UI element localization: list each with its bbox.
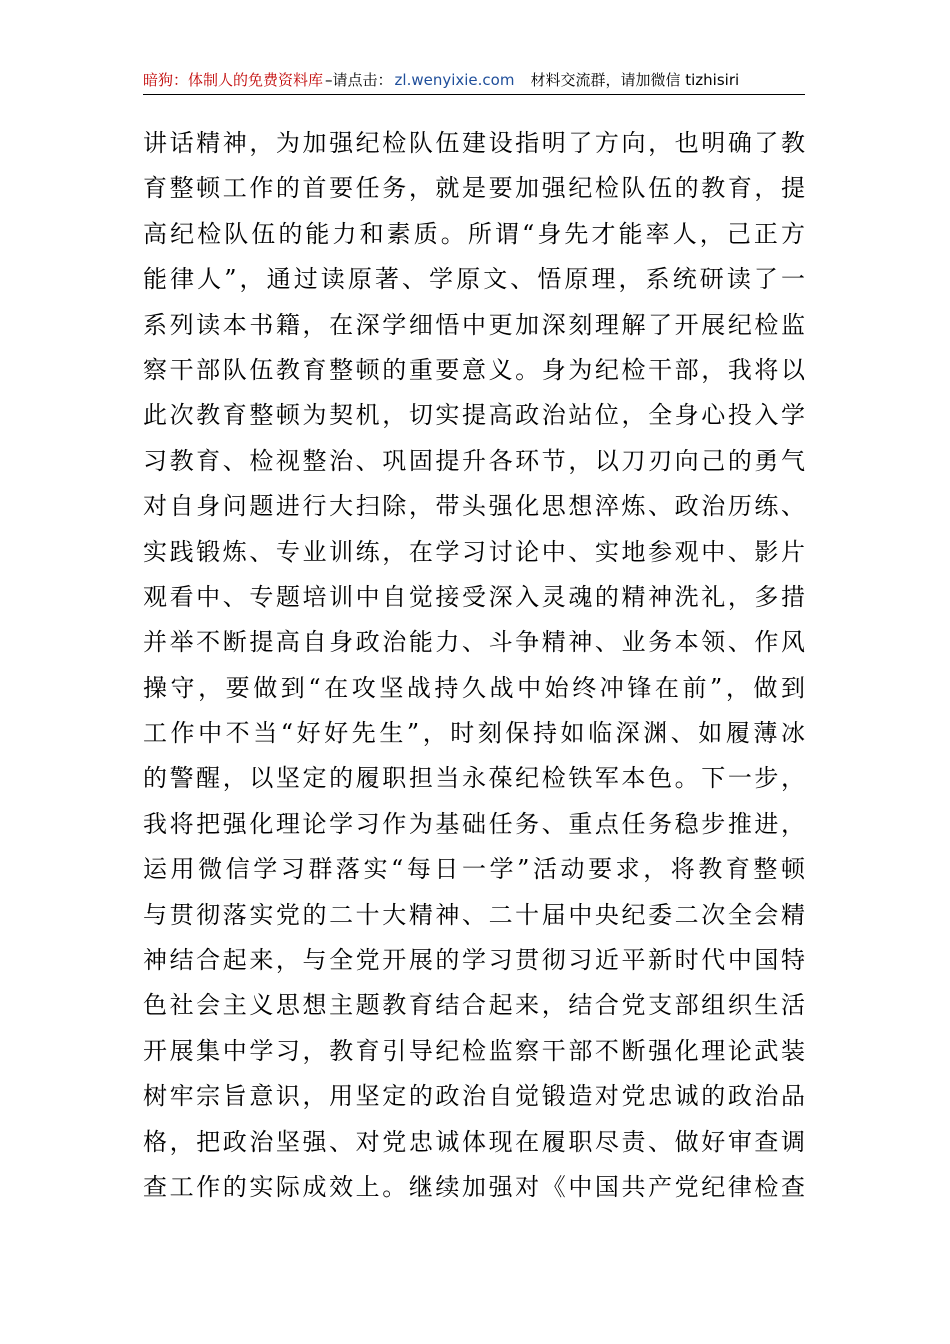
text-line: 对自身问题进行大扫除，带头强化思想淬炼、政治历练、 [143, 492, 805, 521]
text-line: 习教育、检视整治、巩固提升各环节，以刀刃向己的勇气 [143, 446, 805, 475]
text-line: 育整顿工作的首要任务，就是要加强纪检队伍的教育，提 [143, 174, 805, 203]
header-wechat-note: 材料交流群，请加微信 tizhisiri [530, 71, 740, 89]
text-line: 察干部队伍教育整顿的重要意义。身为纪检干部，我将以 [143, 355, 805, 384]
page-header [143, 66, 805, 95]
text-line: 格，把政治坚强、对党忠诚体现在履职尽责、做好审查调 [143, 1127, 805, 1156]
text-line: 运用微信学习群落实“每日一学”活动要求，将教育整顿 [143, 855, 805, 884]
text-line: 神结合起来，与全党开展的学习贯彻习近平新时代中国特 [143, 946, 805, 975]
header-link[interactable]: zl.wenyixie.com [394, 71, 515, 89]
header-brand: 暗狗：体制人的免费资料库 [143, 71, 324, 89]
text-line: 观看中、专题培训中自觉接受深入灵魂的精神洗礼，多措 [143, 582, 805, 611]
text-line: 查工作的实际成效上。继续加强对《中国共产党纪律检查 [143, 1172, 805, 1201]
text-line: 与贯彻落实党的二十大精神、二十届中央纪委二次全会精 [143, 900, 805, 929]
text-line: 实践锻炼、专业训练，在学习讨论中、实地参观中、影片 [143, 537, 805, 566]
text-line: 能律人”，通过读原著、学原文、悟原理，系统研读了一 [143, 265, 805, 294]
text-line: 工作中不当“好好先生”，时刻保持如临深渊、如履薄冰 [143, 719, 805, 748]
text-line: 讲话精神，为加强纪检队伍建设指明了方向，也明确了教 [143, 129, 805, 157]
text-line: 开展集中学习，教育引导纪检监察干部不断强化理论武装 [143, 1036, 805, 1065]
text-line: 高纪检队伍的能力和素质。所谓“身先才能率人，己正方 [143, 219, 805, 248]
text-line: 此次教育整顿为契机，切实提高政治站位，全身心投入学 [143, 401, 805, 430]
header-prompt: –请点击： [325, 71, 393, 89]
text-line: 并举不断提高自身政治能力、斗争精神、业务本领、作风 [143, 628, 805, 657]
text-line: 操守，要做到“在攻坚战持久战中始终冲锋在前”，做到 [143, 673, 805, 702]
text-line: 树牢宗旨意识，用坚定的政治自觉锻造对党忠诚的政治品 [143, 1082, 805, 1111]
text-line: 的警醒，以坚定的履职担当永葆纪检铁军本色。下一步， [143, 764, 805, 793]
text-line: 我将把强化理论学习作为基础任务、重点任务稳步推进， [143, 809, 805, 838]
text-line: 色社会主义思想主题教育结合起来，结合党支部组织生活 [143, 991, 805, 1020]
text-line: 系列读本书籍，在深学细悟中更加深刻理解了开展纪检监 [143, 310, 805, 339]
body-paragraph [143, 121, 805, 1210]
